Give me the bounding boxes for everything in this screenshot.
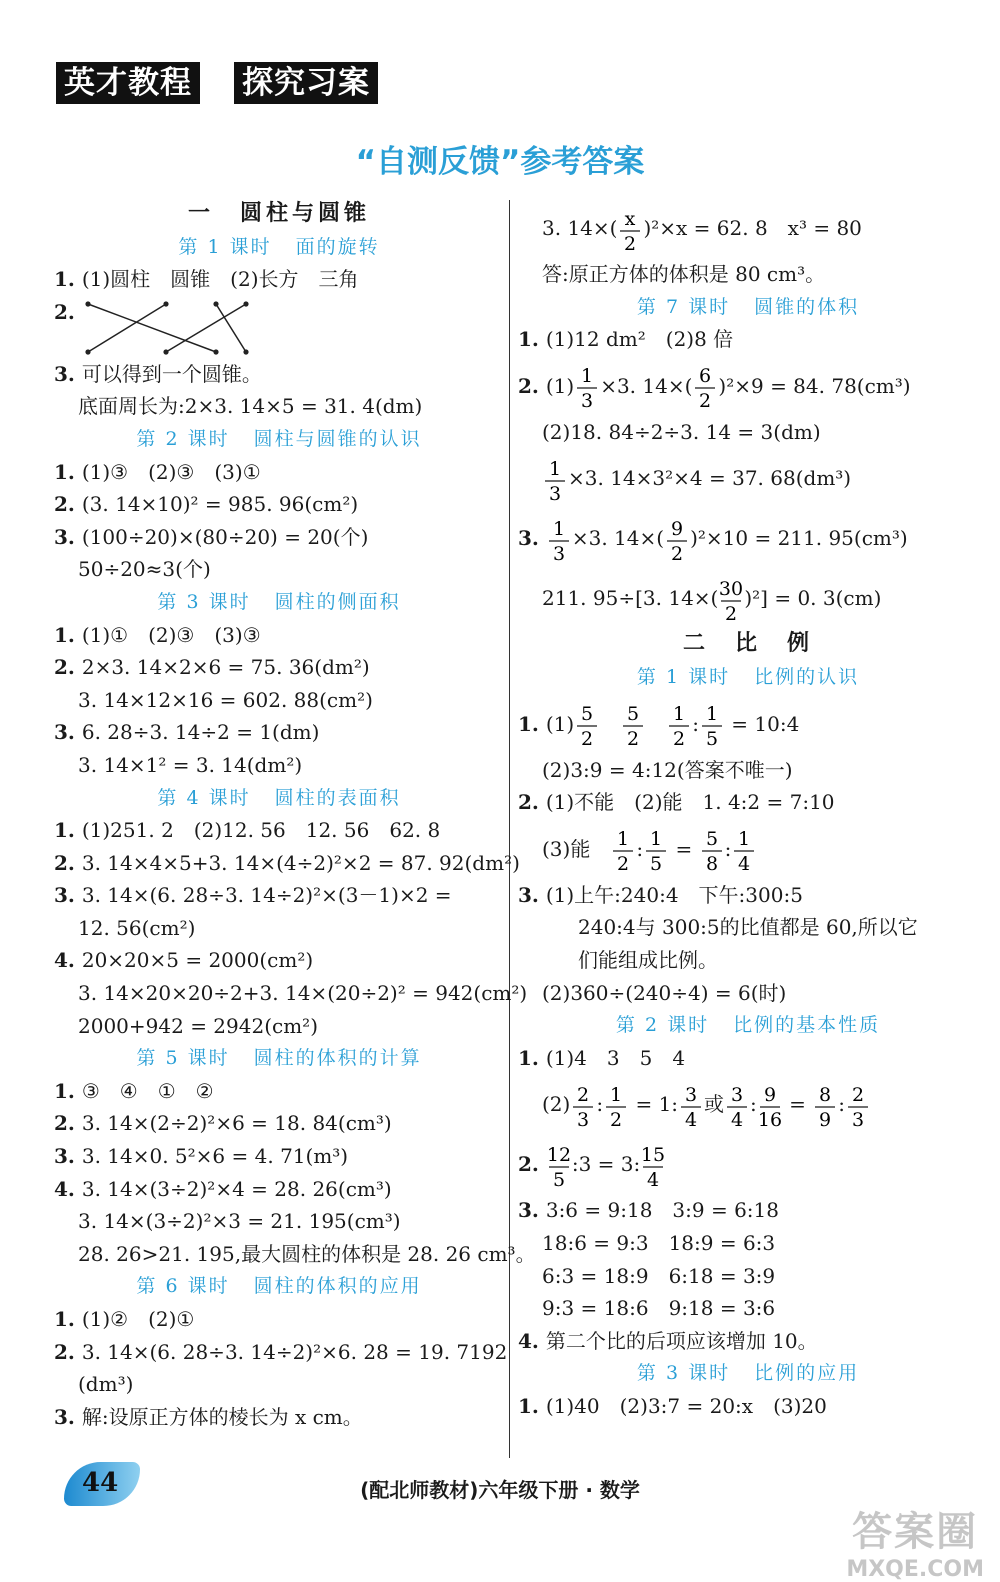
answer-line	[518, 1194, 978, 1227]
lesson-number: 第 1 课时	[636, 665, 731, 688]
svg-text:3: 3	[581, 390, 594, 413]
question-number: 1.	[54, 267, 82, 292]
question-number: 2.	[518, 1152, 546, 1177]
svg-text:8: 8	[819, 1083, 832, 1106]
svg-text:1: 1	[673, 703, 686, 726]
svg-text:5: 5	[581, 703, 594, 726]
matching-diagram	[54, 296, 504, 358]
fraction	[617, 205, 643, 255]
answer-text: (1)12 dm² (2)8 倍	[545, 327, 734, 352]
lesson-heading	[54, 586, 504, 619]
answer-text: 211. 95÷[3. 14×( 30 2 )²] = 0. 3(cm)	[542, 586, 881, 610]
fraction	[610, 825, 636, 875]
answer-text: 解:设原正方体的棱长为 x cm。	[81, 1404, 363, 1429]
unit-heading: 一 圆柱与圆锥	[187, 201, 370, 226]
footer-text: (配北师教材)六年级下册 · 数学	[360, 1478, 640, 1502]
answer-text: (2)3:9 = 4:12(答案不唯一)	[542, 757, 793, 782]
svg-text:2: 2	[627, 728, 640, 751]
answer-line	[54, 1107, 504, 1140]
svg-text:2: 2	[577, 1083, 590, 1106]
answer-text: (1)① (2)③ (3)③	[81, 622, 261, 647]
lesson-heading	[518, 1357, 978, 1390]
lesson-name: 圆锥的体积	[754, 295, 860, 318]
answer-line	[54, 390, 504, 423]
svg-text:3: 3	[577, 1108, 590, 1131]
question-number: 3.	[54, 1144, 82, 1169]
svg-text:1: 1	[650, 828, 663, 851]
question-number: 2.	[54, 1339, 82, 1364]
answer-line	[518, 1074, 978, 1134]
fraction	[542, 455, 568, 505]
answer-text: 3. 14×(2÷2)²×6 = 18. 84(cm³)	[81, 1111, 392, 1136]
unit-heading: 二 比 例	[682, 631, 813, 657]
answer-line	[54, 1336, 508, 1369]
question-number: 2.	[518, 373, 546, 398]
lesson-heading	[54, 423, 504, 456]
answer-line	[518, 508, 978, 568]
lesson-number: 第 4 课时	[157, 786, 251, 809]
watermark-logo: 答案圈	[852, 1509, 979, 1555]
lesson-number: 第 2 课时	[615, 1014, 710, 1037]
svg-text:3: 3	[548, 482, 562, 505]
question-number: 2.	[518, 790, 546, 815]
answer-line	[54, 1140, 504, 1173]
question-number: 3.	[54, 361, 82, 386]
fraction	[640, 1141, 666, 1191]
lesson-name: 面的旋转	[295, 235, 380, 258]
answer-line	[518, 416, 978, 449]
svg-text:1: 1	[738, 828, 751, 851]
lesson-name: 圆柱与圆锥的认识	[253, 427, 422, 450]
answer-line	[54, 488, 504, 521]
answer-line	[518, 694, 978, 754]
answer-line	[54, 1401, 504, 1434]
left-column	[54, 198, 536, 1433]
answer-text: (3. 14×10)² = 985. 96(cm²)	[81, 492, 359, 517]
svg-text:2: 2	[851, 1083, 865, 1106]
answer-text: (1)4 3 5 4	[545, 1045, 686, 1070]
svg-text:4: 4	[730, 1108, 744, 1131]
svg-text:9: 9	[819, 1108, 832, 1131]
answer-text: (1) 1 3 ×3. 14×( 6 2 )²×9 = 84. 78(cm³)	[546, 374, 911, 398]
answer-text: (2)360÷(240÷4) = 6(时)	[542, 980, 787, 1005]
answer-text: 9:3 = 18:6 9:18 = 3:6	[542, 1296, 776, 1321]
svg-text:5: 5	[627, 703, 640, 726]
fraction	[731, 825, 757, 875]
answer-text: (3)能 1 2 : 1 5 = 5 8 : 1 4	[542, 837, 757, 861]
svg-text:2: 2	[671, 542, 684, 565]
question-number: 1.	[54, 622, 82, 647]
page-number: 44	[82, 1468, 119, 1498]
lesson-heading	[54, 782, 504, 815]
answer-text: 3. 14×4×5+3. 14×(4÷2)²×2 = 87. 92(dm²)	[81, 850, 520, 875]
question-number: 4.	[54, 948, 82, 973]
answer-text: (1)圆柱 圆锥 (2)长方 三角	[81, 267, 359, 292]
question-number: 3.	[54, 720, 82, 745]
answer-line	[518, 568, 978, 628]
svg-text:3: 3	[552, 542, 565, 565]
answer-text: (dm³)	[78, 1372, 134, 1397]
svg-text:2: 2	[624, 232, 637, 255]
question-number: 3.	[518, 526, 546, 551]
question-number: 1.	[54, 459, 82, 484]
answer-text: 可以得到一个圆锥。	[81, 361, 262, 386]
answer-text: 12. 56(cm²)	[78, 915, 196, 940]
question-number: 2.	[54, 655, 82, 680]
question-number: 1.	[518, 1393, 546, 1418]
answer-line	[54, 1010, 504, 1043]
answer-line	[54, 521, 504, 554]
lesson-heading	[54, 1270, 504, 1303]
matching-lines-icon	[76, 296, 266, 358]
answer-line	[54, 651, 504, 684]
lesson-number: 第 3 课时	[636, 1362, 731, 1385]
lesson-name: 比例的应用	[754, 1362, 860, 1385]
fraction	[845, 1081, 871, 1131]
answer-text: 50÷20≈3(个)	[78, 557, 211, 582]
svg-text:6: 6	[699, 365, 712, 388]
answer-line	[518, 1227, 978, 1260]
svg-text:1: 1	[617, 828, 630, 851]
answer-text: 3. 14×1² = 3. 14(dm²)	[78, 752, 303, 777]
question-number: 2.	[54, 492, 82, 517]
answer-line	[54, 977, 528, 1010]
answer-text: 2×3. 14×2×6 = 75. 36(dm²)	[81, 655, 370, 680]
svg-text:1: 1	[581, 365, 594, 388]
lesson-name: 圆柱的表面积	[274, 786, 401, 809]
answer-line	[518, 1042, 978, 1075]
svg-text:2: 2	[699, 390, 712, 413]
answer-line	[518, 1292, 978, 1325]
question-number: 1.	[54, 1307, 82, 1331]
lesson-name: 圆柱的体积的应用	[253, 1275, 422, 1298]
svg-text:4: 4	[647, 1168, 660, 1191]
lesson-heading	[518, 1009, 978, 1042]
question-number: 1.	[518, 711, 546, 736]
fraction	[757, 1081, 783, 1131]
answer-line	[54, 879, 504, 912]
fraction	[603, 1081, 629, 1131]
answer-line	[518, 1390, 978, 1423]
svg-text:4: 4	[738, 853, 751, 876]
fraction	[699, 825, 725, 875]
brand-right: 探究习案	[234, 62, 378, 104]
answer-text: 20×20×5 = 2000(cm²)	[81, 948, 314, 973]
svg-text:30: 30	[719, 577, 744, 600]
page-title: “自测反馈”参考答案	[355, 144, 645, 180]
svg-text:5: 5	[552, 1168, 565, 1191]
svg-text:3: 3	[851, 1108, 865, 1131]
answer-text: (1)③ (2)③ (3)①	[81, 459, 261, 484]
question-number: 3.	[54, 883, 82, 908]
fraction	[546, 515, 572, 565]
fraction	[812, 1081, 838, 1131]
answer-text: 12 5 :3 = 3: 15 4	[546, 1152, 666, 1176]
lesson-number: 第 7 课时	[636, 295, 731, 318]
svg-text:1: 1	[610, 1083, 623, 1106]
answer-text: (1)不能 (2)能 1. 4:2 = 7:10	[545, 790, 835, 815]
answer-line	[54, 944, 504, 977]
answer-text: 6:3 = 18:9 6:18 = 3:9	[542, 1263, 776, 1288]
answer-text: 3. 14×20×20÷2+3. 14×(20÷2)² = 942(cm²)	[78, 981, 528, 1006]
answer-line	[518, 819, 978, 879]
fraction	[546, 1141, 572, 1191]
answer-line	[54, 847, 520, 880]
brand-header	[56, 62, 378, 104]
answer-line	[518, 356, 978, 416]
lesson-name: 圆柱的体积的计算	[253, 1047, 422, 1070]
svg-text:4: 4	[684, 1108, 698, 1131]
fraction	[574, 362, 600, 412]
answer-text: (100÷20)×(80÷20) = 20(个)	[81, 524, 369, 549]
answer-line	[54, 1238, 536, 1271]
answer-line	[54, 1173, 504, 1206]
answer-text: (1)② (2)①	[81, 1307, 195, 1331]
answer-text: 答:原正方体的体积是 80 cm³。	[542, 262, 826, 286]
svg-text:8: 8	[705, 853, 718, 876]
answer-text: 3. 14×(6. 28÷3. 14÷2)²×6. 28 = 19. 7192	[81, 1339, 508, 1364]
svg-text:x: x	[625, 207, 636, 230]
answer-text: 3:6 = 9:18 3:9 = 6:18	[545, 1198, 779, 1223]
question-number: 4.	[518, 1328, 546, 1353]
svg-text:12: 12	[546, 1143, 571, 1166]
answer-line	[518, 1260, 978, 1293]
svg-text:9: 9	[671, 517, 684, 540]
fraction	[570, 1081, 596, 1131]
answer-line	[54, 912, 504, 945]
svg-text:5: 5	[650, 853, 663, 876]
answer-text: 3. 14×(3÷2)²×3 = 21. 195(cm³)	[78, 1209, 401, 1234]
answer-text: (2)18. 84÷2÷3. 14 = 3(dm)	[542, 419, 821, 444]
answer-line	[518, 258, 978, 291]
lesson-number: 第 6 课时	[136, 1275, 230, 1298]
question-number: 3.	[518, 1198, 546, 1223]
answer-line	[54, 553, 504, 586]
svg-text:1: 1	[548, 457, 562, 480]
answer-text: ③ ④ ① ②	[81, 1078, 214, 1103]
answer-text: 28. 26>21. 195,最大圆柱的体积是 28. 26 cm³。	[78, 1241, 536, 1266]
fraction	[620, 700, 646, 750]
answer-line	[54, 263, 504, 296]
question-number: 2.	[54, 1111, 82, 1136]
answer-line	[54, 716, 504, 749]
lesson-name: 比例的基本性质	[733, 1014, 881, 1037]
svg-text:1: 1	[552, 517, 565, 540]
fraction	[718, 575, 744, 625]
svg-text:2: 2	[581, 728, 594, 751]
fraction	[699, 700, 725, 750]
answer-line	[54, 749, 504, 782]
answer-text: 3. 14×( x 2 )²×x = 62. 8 x³ = 80	[542, 216, 862, 240]
lesson-number: 第 1 课时	[178, 235, 272, 258]
answer-text: 1 3 ×3. 14×( 9 2 )²×10 = 211. 95(cm³)	[546, 526, 908, 550]
answer-text: (1)40 (2)3:7 = 20:x (3)20	[545, 1393, 827, 1418]
fraction	[664, 515, 690, 565]
watermark	[846, 1500, 984, 1582]
answer-line	[518, 911, 978, 944]
answer-line	[54, 814, 504, 847]
svg-text:15: 15	[641, 1143, 666, 1166]
fraction	[678, 1081, 704, 1131]
lesson-name: 比例的认识	[754, 665, 860, 688]
question-number: 1.	[54, 818, 82, 843]
answer-line	[54, 1368, 504, 1401]
answer-line	[518, 977, 978, 1010]
answer-text: 3. 14×(6. 28÷3. 14÷2)²×(3－1)×2 =	[81, 883, 452, 908]
question-number: 2.	[54, 850, 82, 875]
svg-text:2: 2	[617, 853, 630, 876]
question-number: 3.	[54, 1404, 82, 1429]
answer-line	[518, 198, 978, 258]
lesson-name: 圆柱的侧面积	[274, 590, 401, 613]
answer-text: 6. 28÷3. 14÷2 = 1(dm)	[81, 720, 320, 745]
answer-line	[54, 684, 504, 717]
answer-line	[54, 1303, 504, 1336]
question-number: 2.	[54, 299, 75, 324]
answer-text: 1 3 ×3. 14×3²×4 = 37. 68(dm³)	[542, 466, 851, 490]
fraction	[692, 362, 718, 412]
svg-text:2: 2	[610, 1108, 623, 1131]
fraction	[724, 1081, 750, 1131]
question-number: 3.	[54, 524, 82, 549]
answer-line	[54, 1075, 504, 1108]
svg-text:9: 9	[763, 1083, 776, 1106]
answer-text: 3. 14×(3÷2)²×4 = 28. 26(cm³)	[81, 1176, 392, 1201]
question-number: 4.	[54, 1176, 82, 1201]
lesson-number: 第 2 课时	[136, 427, 230, 450]
question-number: 1.	[518, 327, 546, 352]
brand-left: 英才教程	[56, 62, 200, 104]
answer-line	[54, 456, 504, 489]
svg-text:16: 16	[757, 1108, 782, 1131]
lesson-heading	[54, 1042, 504, 1075]
question-number: 3.	[518, 882, 546, 907]
fraction	[574, 700, 600, 750]
svg-text:5: 5	[705, 728, 718, 751]
lesson-number: 第 3 课时	[157, 590, 251, 613]
answer-text: (1)251. 2 (2)12. 56 12. 56 62. 8	[81, 818, 441, 843]
right-column	[518, 198, 978, 1422]
svg-text:3: 3	[730, 1083, 744, 1106]
answer-line	[518, 944, 978, 977]
answer-line	[518, 754, 978, 787]
fraction	[666, 700, 692, 750]
question-number: 1.	[54, 1078, 82, 1103]
lesson-heading	[518, 291, 978, 324]
lesson-heading	[518, 661, 978, 694]
answer-text: (1)上午:240:4 下午:300:5	[545, 882, 803, 907]
answer-text: 们能组成比例。	[578, 947, 718, 972]
answer-text: 3. 14×12×16 = 602. 88(cm²)	[78, 687, 373, 712]
answer-text: 底面周长为:2×3. 14×5 = 31. 4(dm)	[78, 394, 423, 419]
answer-text: 3. 14×0. 5²×6 = 4. 71(m³)	[81, 1144, 349, 1169]
svg-text:2: 2	[673, 728, 686, 751]
answer-text: 18:6 = 9:3 18:9 = 6:3	[542, 1230, 776, 1255]
answer-text: (1) 5 2 5 2 1 2 : 1 5 = 10:4	[546, 712, 799, 736]
answer-line	[54, 1205, 504, 1238]
answer-line	[518, 323, 978, 356]
svg-text:3: 3	[684, 1083, 698, 1106]
answer-line	[518, 1325, 978, 1358]
answer-text: 2000+942 = 2942(cm²)	[78, 1013, 318, 1038]
lesson-heading	[54, 231, 504, 264]
question-number: 1.	[518, 1045, 546, 1070]
svg-text:5: 5	[705, 828, 718, 851]
answer-text: 第二个比的后项应该增加 10。	[545, 1328, 818, 1353]
answer-line	[518, 1134, 978, 1194]
svg-text:1: 1	[705, 703, 718, 726]
lesson-number: 第 5 课时	[136, 1047, 230, 1070]
watermark-url: MXQE.COM	[846, 1557, 984, 1582]
answer-line	[518, 448, 978, 508]
answer-line	[54, 358, 504, 391]
answer-line	[518, 786, 978, 819]
answer-text: (2) 2 3 : 1 2 = 1: 3 4 或 3 4 : 9 16 = 8 9 : 2 3	[542, 1092, 871, 1116]
svg-text:2: 2	[725, 602, 738, 625]
fraction	[643, 825, 669, 875]
answer-line	[518, 879, 978, 912]
answer-text: 240:4与 300:5的比值都是 60,所以它	[578, 915, 918, 940]
answer-line	[54, 619, 504, 652]
